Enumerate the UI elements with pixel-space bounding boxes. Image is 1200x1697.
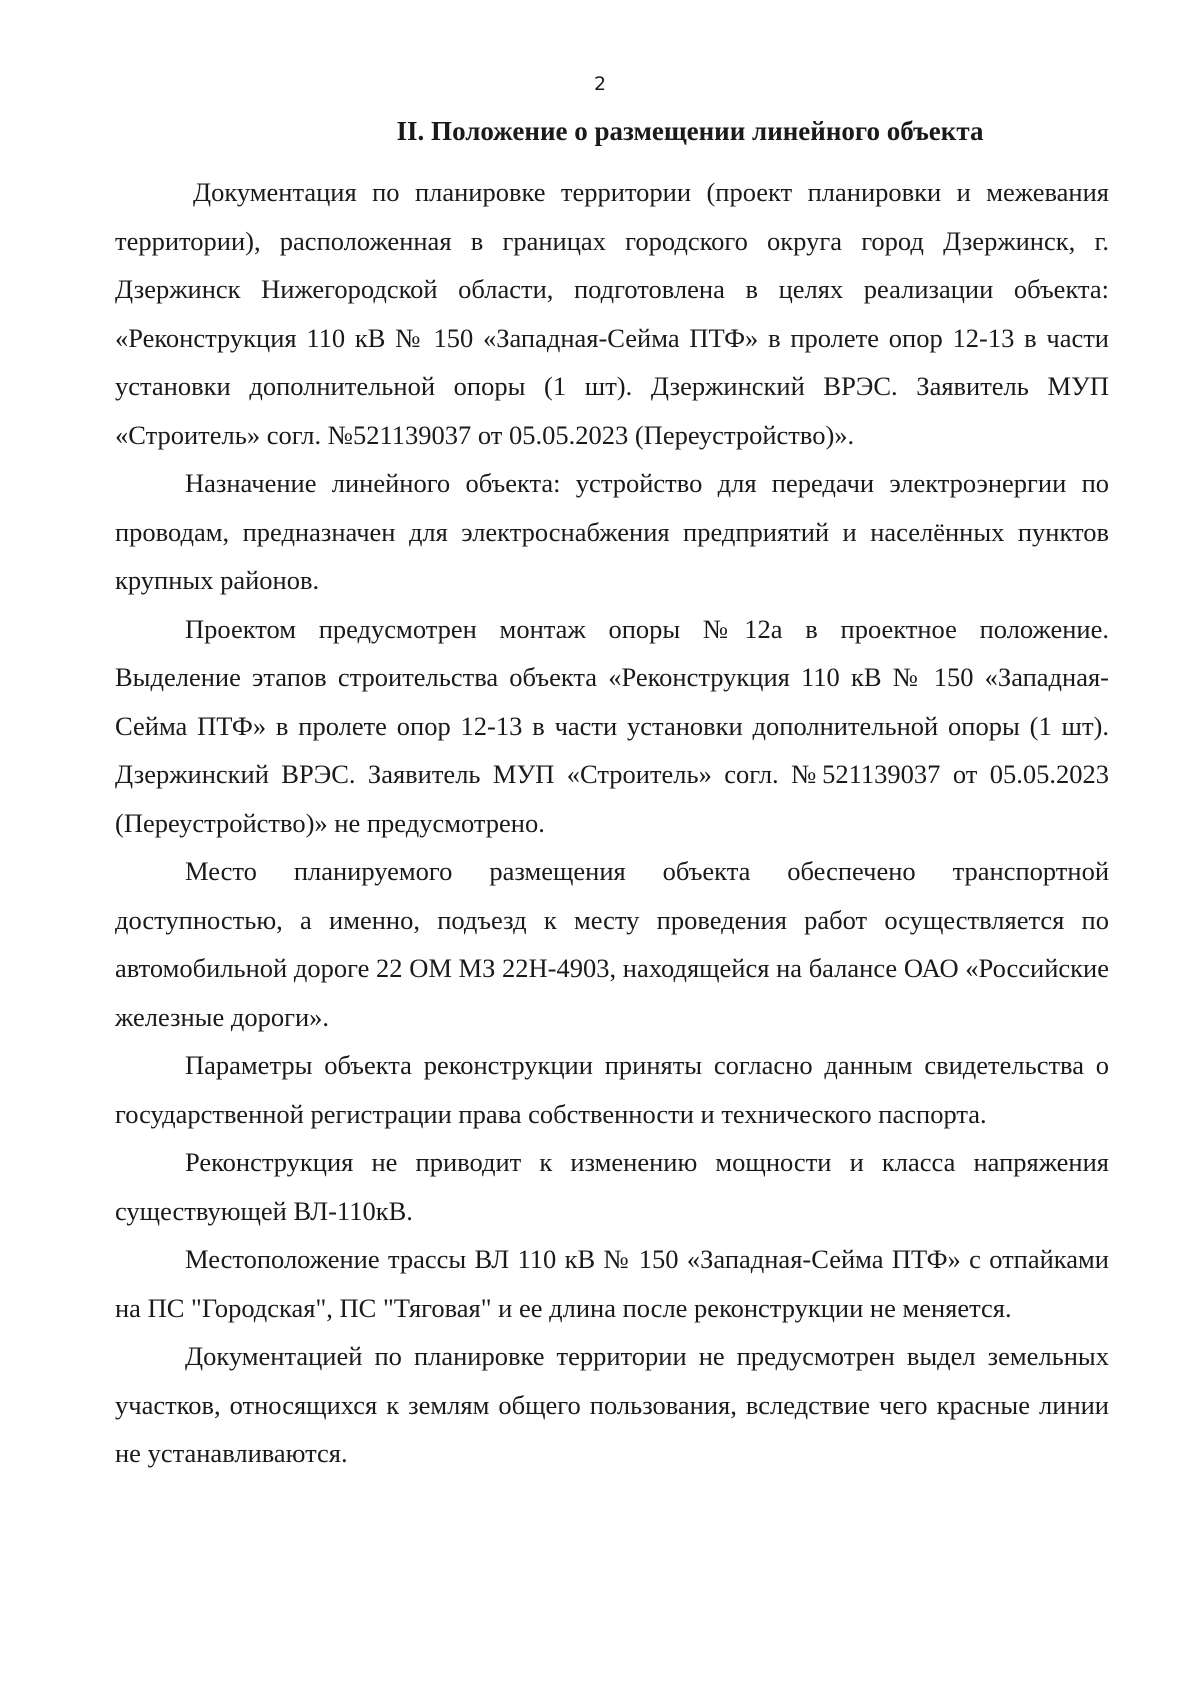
paragraph-support-installation: Проектом предусмотрен монтаж опоры №12а в проектное положение. Выделение этапов строительства объекта «Реконструкция 110 кВ № 150 «Западная-Сейма ПТФ» в пролете опор 12-13 в части установки дополнительной опоры (1 шт). Дзержинский ВРЭС. Заявитель МУП «Строитель» согл. №521139037 от 05.05.2023 (Переустройство)» не предусмотрено. [115,613,1109,838]
paragraph-purpose: Назначение линейного объекта: устройство для передачи электроэнергии по проводам, предназначен для электроснабжения предприятий и населённых пунктов крупных районов. [115,468,1109,595]
paragraph-documentation: Документация по планировке территории (проект планировки и межевания территории), расположенная в границах городского округа город Дзержинск, г. Дзержинск Нижегородской области, подготовлена в целях реализации объекта: «Реконструкция 110 кВ № 150 «Западная-Сейма ПТФ» в пролете опор 12-13 в части установки дополнительной опоры (1 шт). Дзержинский ВРЭС. Заявитель МУП «Строитель» согл. №521139037 от 05.05.2023 (Переустройство)». [115,177,1109,450]
section-heading: II. Положение о размещении линейного объекта [396,116,984,146]
document-body [115,168,1109,1478]
paragraph-power-class: Реконструкция не приводит к изменению мощности и класса напряжения существующей ВЛ-110кВ. [115,1147,1109,1226]
paragraph-transport-access: Место планируемого размещения объекта обеспечено транспортной доступностью, а именно, подъезд к месту проведения работ осуществляется по автомобильной дороге 22 ОМ МЗ 22Н-4903, находящейся на балансе ОАО «Российские железные дороги». [115,856,1109,1032]
page-number: 2 [593,73,607,95]
paragraph-red-lines: Документацией по планировке территории не предусмотрен выдел земельных участков, относящихся к землям общего пользования, вследствие чего красные линии не устанавливаются. [115,1341,1109,1468]
paragraph-parameters: Параметры объекта реконструкции приняты согласно данным свидетельства о государственной регистрации права собственности и технического паспорта. [115,1050,1109,1129]
paragraph-route-location: Местоположение трассы ВЛ 110 кВ № 150 «Западная-Сейма ПТФ» с отпайками на ПС "Городская", ПС "Тяговая" и ее длина после реконструкции не меняется. [115,1244,1109,1323]
